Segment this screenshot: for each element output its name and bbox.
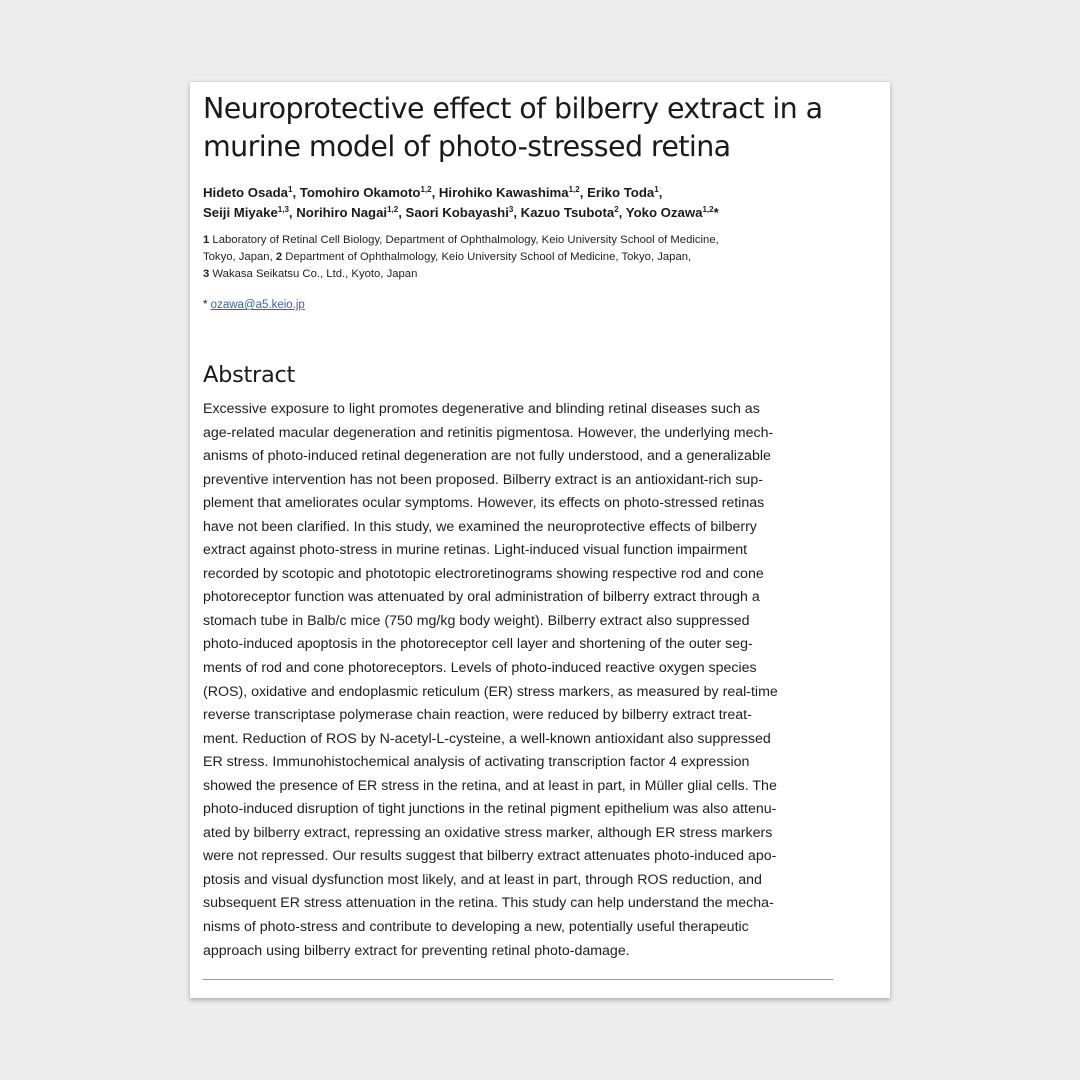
affiliations bbox=[203, 232, 835, 283]
abstract-line: stomach tube in Balb/c mice (750 mg/kg body weight). Bilberry extract also suppressed bbox=[203, 612, 750, 629]
author-affiliation-marker: 3 bbox=[508, 205, 514, 214]
affiliation-line bbox=[203, 232, 835, 249]
abstract-line: recorded by scotopic and phototopic electroretinograms showing respective rod and cone bbox=[203, 565, 764, 582]
author-affiliation-marker: 1,2 bbox=[702, 205, 714, 214]
abstract-line: ments of rod and cone photoreceptors. Levels of photo-induced reactive oxygen species bbox=[203, 660, 757, 677]
abstract-line: ER stress. Immunohistochemical analysis of activating transcription factor 4 expression bbox=[203, 754, 750, 771]
author-separator: * bbox=[713, 205, 719, 220]
author-separator: , bbox=[579, 185, 588, 200]
affiliation-line bbox=[203, 266, 835, 283]
author-affiliation-marker: 1 bbox=[654, 185, 659, 194]
abstract-line: anisms of photo-induced retinal degeneration are not fully understood, and a generalizable bbox=[203, 448, 771, 465]
affiliation-line bbox=[203, 249, 835, 266]
author-separator: , bbox=[292, 185, 300, 200]
author-separator: , bbox=[398, 205, 406, 220]
abstract-line: photo-induced apoptosis in the photoreceptor cell layer and shortening of the outer seg- bbox=[203, 636, 753, 653]
affiliation-text: Wakasa Seikatsu Co., Ltd., Kyoto, Japan bbox=[209, 268, 418, 280]
abstract-line: reverse transcriptase polymerase chain reaction, were reduced by bilberry extract treat- bbox=[203, 707, 752, 724]
author-separator: , bbox=[513, 205, 521, 220]
corresponding-marker: * bbox=[203, 299, 211, 311]
author-name: Eriko Toda bbox=[587, 185, 655, 200]
abstract-line: Excessive exposure to light promotes degenerative and blinding retinal diseases such as bbox=[203, 401, 760, 417]
author-affiliation-marker: 1 bbox=[288, 185, 293, 194]
author-name: Hideto Osada bbox=[203, 185, 289, 200]
title-line: Neuroprotective effect of bilberry extract in a bbox=[203, 92, 823, 125]
abstract-line: (ROS), oxidative and endoplasmic reticulum (ER) stress markers, as measured by real-time bbox=[203, 683, 778, 700]
author-name: Norihiro Nagai bbox=[296, 205, 388, 220]
bottom-divider bbox=[203, 979, 833, 980]
affiliation-text: Laboratory of Retinal Cell Biology, Department of Ophthalmology, Keio University School of Medicine, bbox=[209, 234, 719, 246]
abstract-line: have not been clarified. In this study, we examined the neuroprotective effects of bilberry bbox=[203, 518, 757, 535]
author-line-1 bbox=[203, 183, 835, 203]
author-separator: , bbox=[288, 205, 297, 220]
abstract-line: preventive intervention has not been proposed. Bilberry extract is an antioxidant-rich sup- bbox=[203, 471, 763, 488]
affiliation-number: 3 bbox=[203, 268, 210, 280]
abstract-line: age-related macular degeneration and retinitis pigmentosa. However, the underlying mech- bbox=[203, 424, 774, 441]
title-line: murine model of photo-stressed retina bbox=[203, 130, 731, 163]
author-line-2 bbox=[203, 203, 835, 223]
abstract-line: subsequent ER stress attenuation in the retina. This study can help understand the mecha- bbox=[203, 895, 774, 912]
affiliation-number: 2 bbox=[275, 251, 283, 263]
author-separator: , bbox=[431, 185, 439, 200]
abstract-line: photoreceptor function was attenuated by oral administration of bilberry extract through a bbox=[203, 589, 760, 606]
author-name: Saori Kobayashi bbox=[405, 205, 509, 220]
affiliation-text: Tokyo, Japan, bbox=[203, 251, 276, 263]
abstract-line: extract against photo-stress in murine retinas. Light-induced visual function impairment bbox=[203, 542, 748, 559]
abstract-line: nisms of photo-stress and contribute to developing a new, potentially useful therapeutic bbox=[203, 919, 749, 936]
abstract-line: showed the presence of ER stress in the retina, and at least in part, in Müller glial cells. The bbox=[203, 777, 777, 794]
abstract-heading: Abstract bbox=[203, 362, 296, 388]
abstract-line: plement that ameliorates ocular symptoms. However, its effects on photo-stressed retinas bbox=[203, 495, 765, 512]
author-name: Tomohiro Okamoto bbox=[299, 185, 421, 200]
author-affiliation-marker: 1,2 bbox=[387, 205, 399, 214]
author-name: Yoko Ozawa bbox=[625, 205, 703, 220]
abstract-line: ated by bilberry extract, repressing an oxidative stress marker, although ER stress markers bbox=[203, 824, 773, 841]
author-name: Seiji Miyake bbox=[203, 205, 278, 220]
author-affiliation-marker: 2 bbox=[614, 205, 619, 214]
author-name: Kazuo Tsubota bbox=[520, 205, 615, 220]
abstract-line: photo-induced disruption of tight junctions in the retinal pigment epithelium was also attenu- bbox=[203, 801, 777, 818]
abstract-body bbox=[203, 398, 835, 963]
paper-content bbox=[203, 90, 835, 963]
author-separator: , bbox=[618, 205, 626, 220]
author-list bbox=[203, 183, 835, 223]
paper-title bbox=[203, 90, 835, 166]
paper-page bbox=[190, 82, 890, 998]
affiliation-text: Department of Ophthalmology, Keio University School of Medicine, Tokyo, Japan, bbox=[282, 251, 692, 263]
abstract-line: approach using bilberry extract for preventing retinal photo-damage. bbox=[203, 942, 630, 959]
abstract-line: ment. Reduction of ROS by N-acetyl-L-cysteine, a well-known antioxidant also suppressed bbox=[203, 730, 771, 747]
abstract-line: ptosis and visual dysfunction most likely, and at least in part, through ROS reduction, and bbox=[203, 871, 762, 888]
corresponding-author bbox=[203, 297, 835, 314]
author-affiliation-marker: 1,3 bbox=[277, 205, 289, 214]
author-separator: , bbox=[658, 185, 663, 200]
affiliation-number: 1 bbox=[203, 234, 210, 246]
abstract-line: were not repressed. Our results suggest that bilberry extract attenuates photo-induced apo- bbox=[203, 848, 777, 865]
author-name: Hirohiko Kawashima bbox=[438, 185, 569, 200]
author-affiliation-marker: 1,2 bbox=[420, 185, 432, 194]
author-affiliation-marker: 1,2 bbox=[568, 185, 580, 194]
email-link[interactable]: ozawa@a5.keio.jp bbox=[210, 299, 305, 311]
